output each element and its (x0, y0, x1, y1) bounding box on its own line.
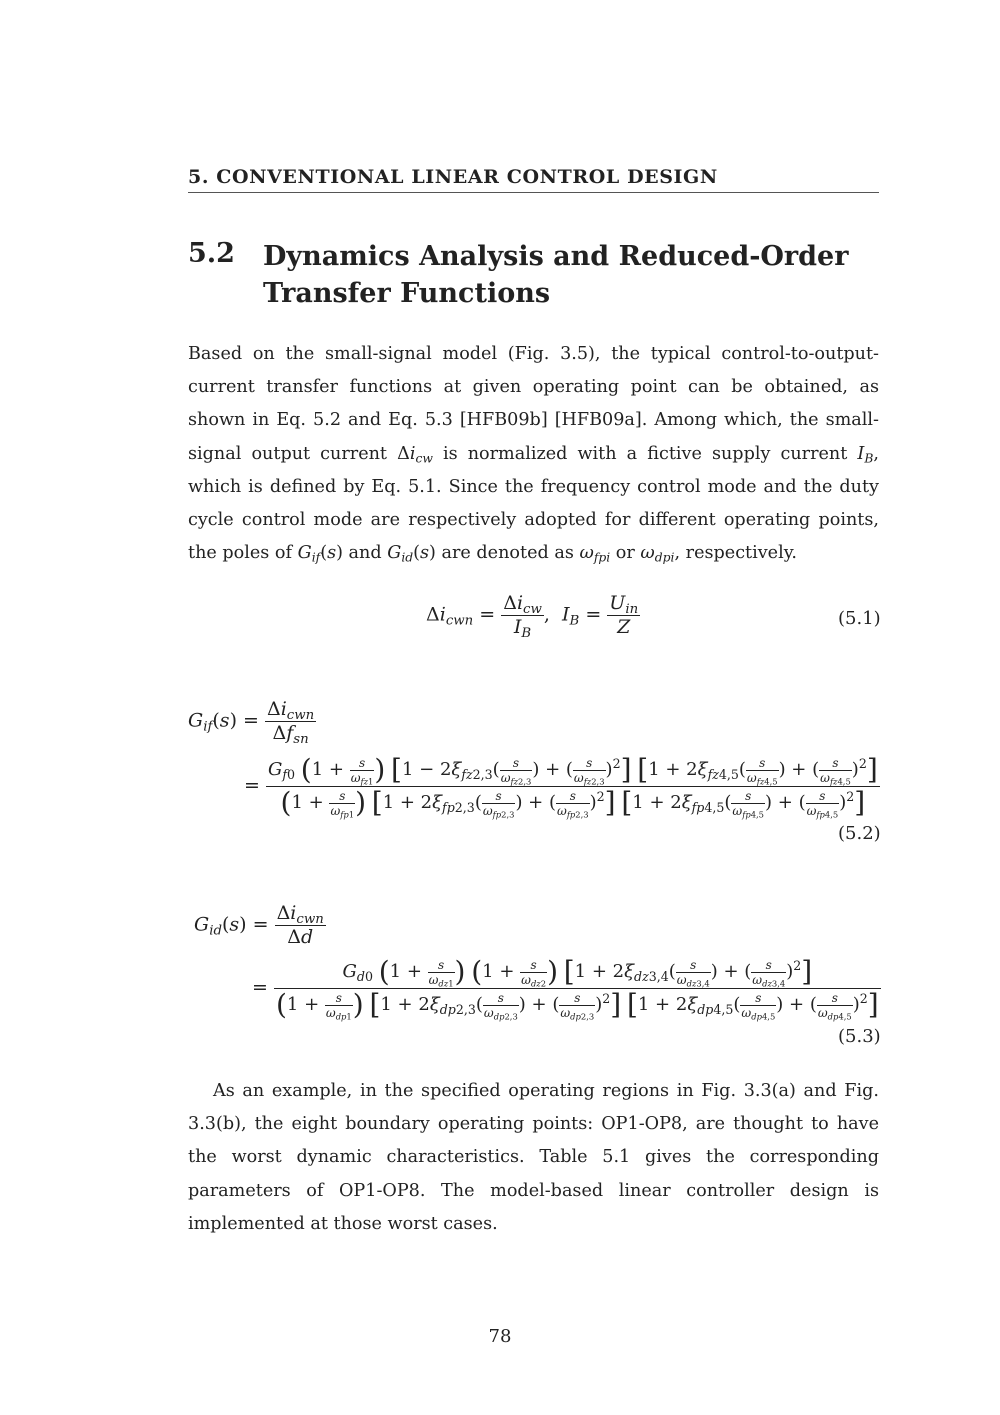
running-header: 5. CONVENTIONAL LINEAR CONTROL DESIGN (188, 166, 879, 193)
paragraph-text: or (610, 543, 641, 564)
paragraph-text: Based on the small-signal model (Fig. 3.5), the typical control-to-output-current transfer functions at given operating point can be obtained, as shown in Eq. 5.2 and Eq. 5.3 [HFB09b] [HFB09a]. Among which, the small-signal output current (188, 344, 879, 464)
paragraph-text: is normalized with a fictive supply current (432, 443, 858, 464)
paragraph-text: , respectively. (674, 543, 797, 564)
equation-5-1: $\Delta i_{cwn}$ = $\frac{\Delta i_{cw}}{I_B}$ , $I_B$ = $\frac{U_{in}}{Z}$ (426, 592, 639, 641)
section-title: Dynamics Analysis and Reduced-Order Transfer Functions (263, 241, 849, 309)
paragraph-text: are denoted as (435, 543, 580, 564)
equation-number: (5.3) (838, 1026, 881, 1047)
paragraph-intro: Based on the small-signal model (Fig. 3.5), the typical control-to-output-current transfer functions at given operating point can be obtained, as shown in Eq. 5.2 and Eq. 5.3 [HFB09b] [HFB09a]. Among which, the small-signal output current $\Delta i_{cw}$ is normalized with a fictive supply current $I_B$, which is defined by Eq. 5.1. Since the frequency control mode and the duty cycle control mode are respectively adopted for different operating points, the poles of $G_{if}(s)$ and $G_{id}(s)$ are denoted as $\omega_{fpi}$ or $\omega_{dpi}$, respectively. (188, 344, 879, 565)
equation-number: (5.2) (838, 823, 881, 844)
paragraph-text: As an example, in the specified operating regions in Fig. 3.3(a) and Fig. 3.3(b), the eight boundary operating points: OP1-OP8, are thought to have the worst dynamic characteristics. Table 5.1 gives the corresponding parameters of OP1-OP8. The model-based linear controller design is implemented at those worst cases. (188, 1081, 879, 1234)
equation-5-3: $G_{id}(s)$ = $\frac{\Delta i_{cwn}}{\Delta d}$ = $G_{d0}$ (1 + $\frac{s}{\omega_{dz1}}$ ) (1 + $\frac{s}{\omega_{dz2}}$ ) [$1 + 2\xi_{dz3,4}$( $\frac{s}{\omega_{dz3,4}}$ ) + ( $\frac{s}{\omega_{dz3,4}}$ )$^2$] (1 + $\frac{s}{\omega_{dp1}}$ ) [$1 + 2\xi_{dp2,3}$( $\frac{s}{\omega_{dp2,3}}$ ) + ( $\frac{s}{\omega_{dp2,3}}$ )$^2$] [$1 + 2\xi_{dp4,5}$( $\frac{s}{\omega_{dp4,5}}$ ) + ( $\frac{s}{\omega_{dp4,5}}$ )$^2$] (194, 902, 879, 1022)
paragraph-text: and (342, 543, 388, 564)
fraction: $\frac{U_{in}}{Z}$ (609, 592, 639, 638)
equation-5-2: $G_{if}(s)$ = $\frac{\Delta i_{cwn}}{\Delta f_{sn}}$ = $G_{f0}$ (1 + $\frac{s}{\omega_{fz1}}$ ) [$1 - 2\xi_{fz2,3}$( $\frac{s}{\omega_{fz2,3}}$ ) + ( $\frac{s}{\omega_{fz2,3}}$ )$^2$] [$1 + 2\xi_{fz4,5}$( $\frac{s}{\omega_{fz4,5}}$ ) + ( $\frac{s}{\omega_{fz4,5}}$ )$^2$] (1 + $\frac{s}{\omega_{fp1}}$ ) [$1 + 2\xi_{fp2,3}$( $\frac{s}{\omega_{fp2,3}}$ ) + ( $\frac{s}{\omega_{fp2,3}}$ )$^2$] [$1 + 2\xi_{fp4,5}$( $\frac{s}{\omega_{fp4,5}}$ ) + ( $\frac{s}{\omega_{fp4,5}}$ )$^2$] (188, 698, 878, 820)
equation-number: (5.1) (838, 608, 881, 629)
page-number: 78 (488, 1326, 512, 1347)
section-number: 5.2 (188, 238, 235, 269)
fraction: $\frac{\Delta i_{cw}}{I_B}$ (503, 592, 542, 641)
paragraph-text: , which is defined by Eq. 5.1. Since the frequency control mode and the duty cycle control mode are respectively adopted for different operating points, the poles of (188, 443, 879, 564)
paragraph-example (188, 1075, 879, 1241)
